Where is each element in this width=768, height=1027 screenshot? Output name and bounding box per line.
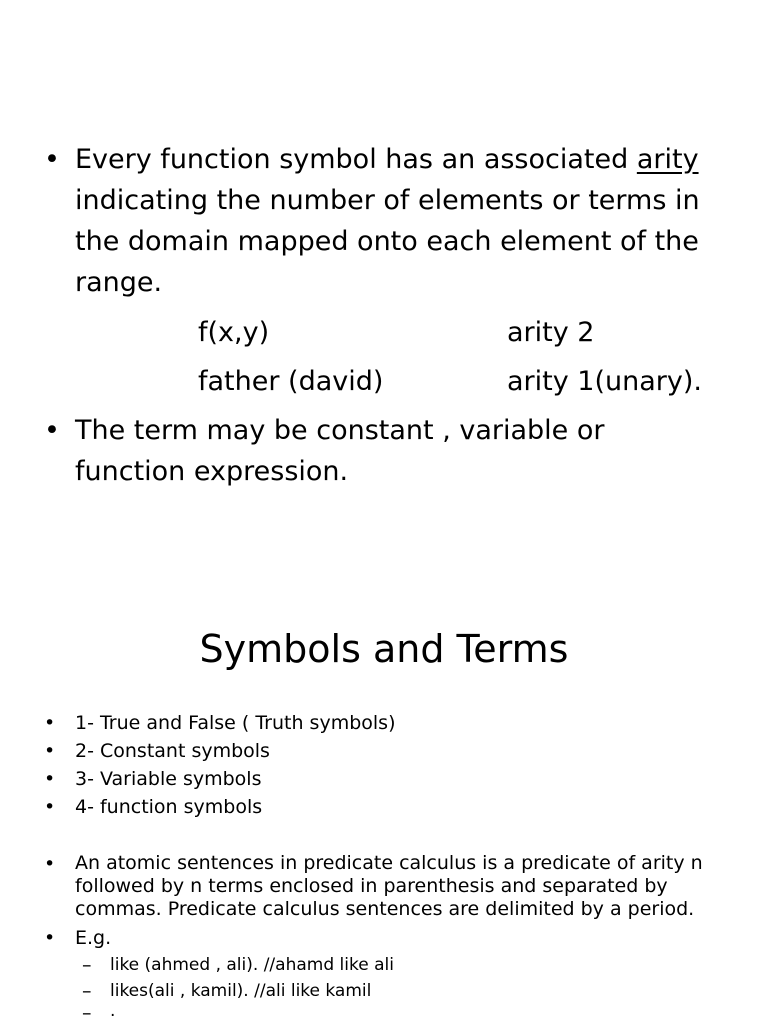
bullet: • xyxy=(44,853,56,875)
bullet1-line1-prefix: Every function symbol has an associated xyxy=(75,144,637,175)
example1-term: f(x,y) xyxy=(198,317,270,348)
bullet2-line1: The term may be constant , variable or xyxy=(75,415,605,446)
bullet: • xyxy=(44,740,56,762)
arity-term: arity xyxy=(636,144,699,175)
bullet: • xyxy=(44,768,56,790)
example1-arity: arity 2 xyxy=(507,317,595,348)
list-item: 4- function symbols xyxy=(75,796,263,818)
paragraph-line1: An atomic sentences in predicate calculus is a predicate of arity n xyxy=(75,852,703,874)
example2-arity: arity 1(unary). xyxy=(507,366,702,397)
bullet: • xyxy=(44,796,56,818)
slide-title: Symbols and Terms xyxy=(199,627,569,671)
bullet: • xyxy=(44,144,60,175)
example2-term: father (david) xyxy=(198,366,384,397)
eg-label: E.g. xyxy=(75,927,112,949)
list-item: 2- Constant symbols xyxy=(75,740,270,762)
list-item: 1- True and False ( Truth symbols) xyxy=(75,712,396,734)
bullet1-line4: range. xyxy=(75,267,163,298)
bullet2-line2: function expression. xyxy=(75,456,349,487)
bullet1-line3: the domain mapped onto each element of the xyxy=(75,226,699,257)
bullet: • xyxy=(44,415,60,446)
example-item: like (ahmed , ali). //ahamd like ali xyxy=(110,955,394,975)
list-item: 3- Variable symbols xyxy=(75,768,262,790)
example-item: . xyxy=(110,1001,116,1021)
paragraph-line3: commas. Predicate calculus sentences are delimited by a period. xyxy=(75,898,695,920)
bullet: • xyxy=(44,712,56,734)
bullet1-line1 xyxy=(75,139,699,180)
bullet: • xyxy=(44,927,56,949)
paragraph-line2: followed by n terms enclosed in parenthesis and separated by xyxy=(75,875,668,897)
example-item: likes(ali , kamil). //ali like kamil xyxy=(110,981,372,1001)
bullet1-line2: indicating the number of elements or terms in xyxy=(75,185,700,216)
dash: – xyxy=(82,954,92,976)
dash: – xyxy=(82,1002,92,1024)
dash: – xyxy=(82,980,92,1002)
